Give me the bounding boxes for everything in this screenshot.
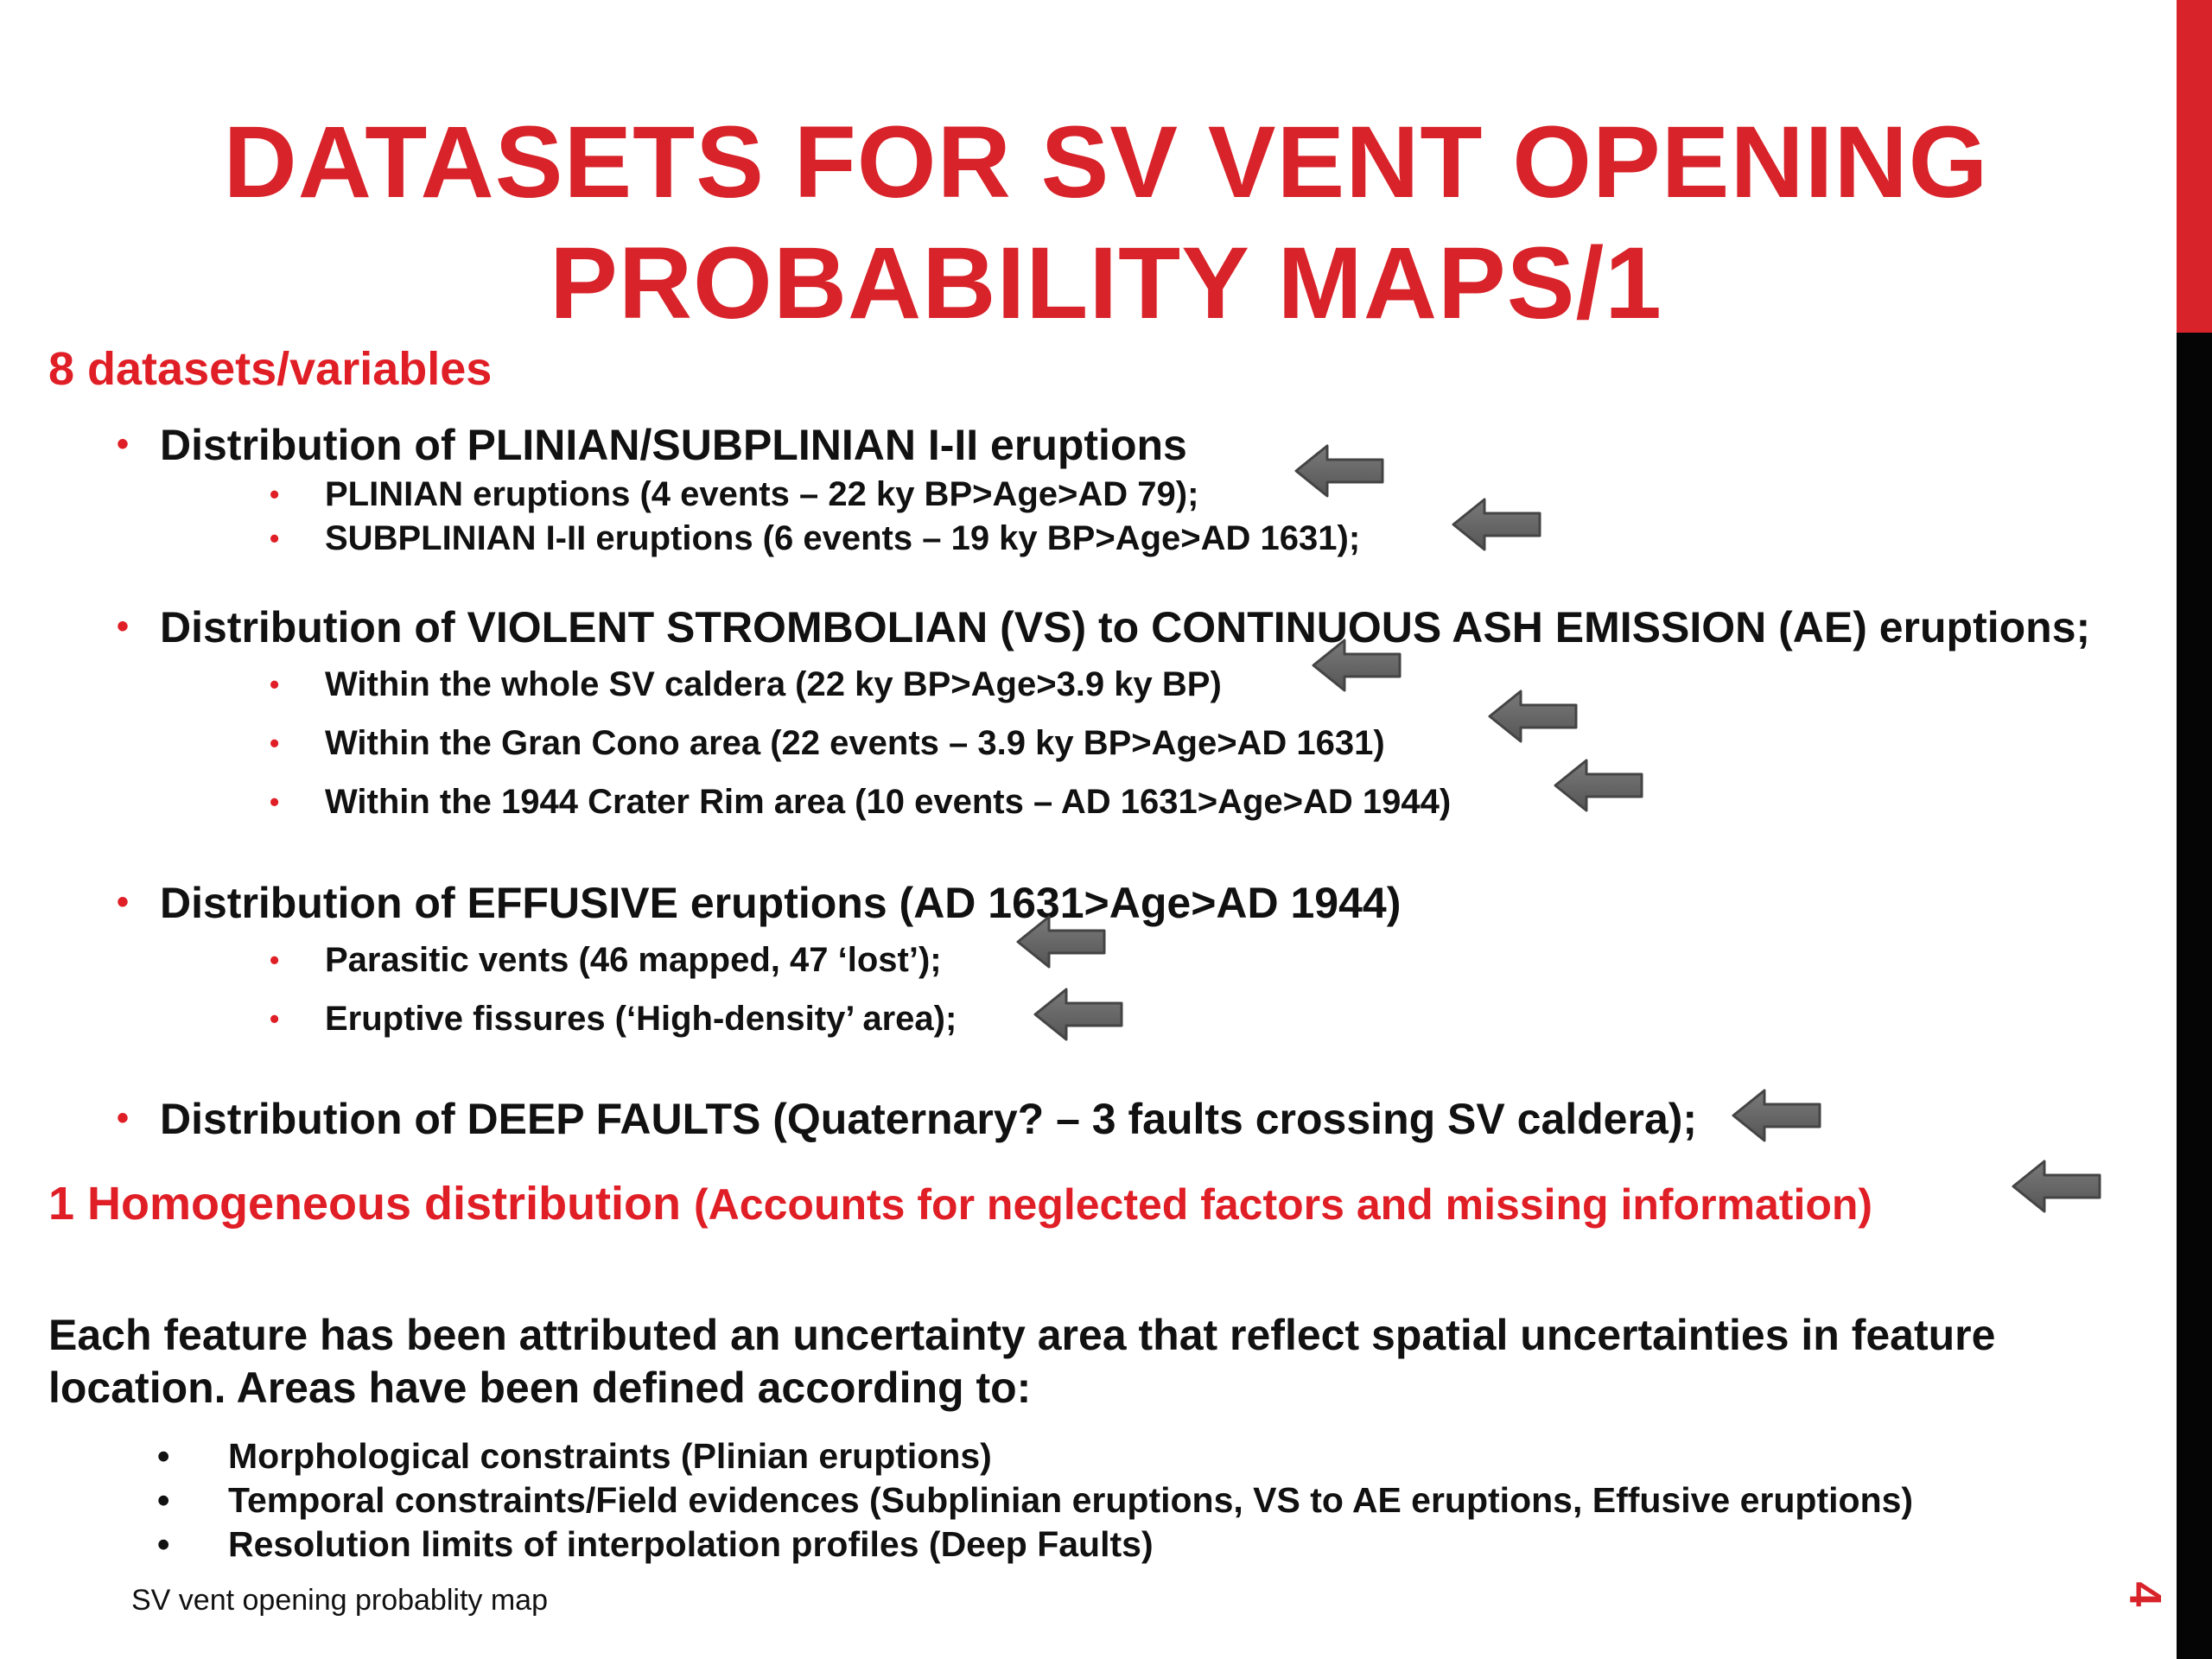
page-number: 4: [2120, 1581, 2170, 1607]
list-item-text: Resolution limits of interpolation profiles (Deep Faults): [228, 1524, 1154, 1564]
list-item-text: Within the Gran Cono area (22 events – 3.9 ky BP>Age>AD 1631): [325, 724, 1385, 762]
list-item-text: Within the whole SV caldera (22 ky BP>Age>3.9 ky BP): [325, 665, 1222, 703]
list-item-text: PLINIAN eruptions (4 events – 22 ky BP>Age>AD 79);: [325, 475, 1199, 513]
left-arrow-icon: [1014, 913, 1108, 970]
left-arrow-icon: [1032, 986, 1125, 1043]
list-item-text: Within the 1944 Crater Rim area (10 events – AD 1631>Age>AD 1944): [325, 783, 1452, 821]
bullet: •: [270, 523, 280, 554]
section-heading: Distribution of PLINIAN/SUBPLINIAN I-II eruptions: [160, 421, 1187, 469]
left-arrow-icon: [1552, 757, 1645, 814]
slide-title: DATASETS FOR SV VENT OPENING PROBABILITY MAPS/1: [223, 105, 1989, 340]
list-item-text: Eruptive fissures (‘High-density’ area);: [325, 1000, 957, 1038]
left-arrow-icon: [1310, 637, 1403, 694]
bullet: •: [157, 1524, 170, 1564]
bullet: •: [270, 728, 280, 759]
bullet: •: [270, 786, 280, 817]
list-item-text: Parasitic vents (46 mapped, 47 ‘lost’);: [325, 941, 942, 979]
list-item-text: Temporal constraints/Field evidences (Subplinian eruptions, VS to AE eruptions, Effusive eruptions): [228, 1480, 1914, 1520]
bullet: •: [270, 669, 280, 700]
edge-bar-red: [2177, 0, 2212, 333]
left-arrow-icon: [2010, 1158, 2103, 1215]
bullet: •: [270, 944, 280, 976]
bullet: •: [117, 1099, 130, 1137]
list-item-text: SUBPLINIAN I-II eruptions (6 events – 19 ky BP>Age>AD 1631);: [325, 519, 1361, 557]
homogeneous-lead: 1 Homogeneous distribution: [48, 1178, 682, 1230]
bullet: •: [270, 1003, 280, 1034]
list-item-text: Morphological constraints (Plinian eruptions): [228, 1436, 992, 1476]
edge-bar-black: [2177, 333, 2212, 1659]
datasets-count-heading: 8 datasets/variables: [48, 343, 493, 395]
bullet: •: [157, 1436, 170, 1476]
bullet: •: [117, 425, 130, 463]
left-arrow-icon: [1293, 442, 1386, 499]
bullet: •: [157, 1480, 170, 1520]
bullet: •: [117, 607, 130, 645]
uncertainty-paragraph: Each feature has been attributed an uncertainty area that reflect spatial uncertainties in feature location. Areas have been defined according to:: [48, 1311, 1996, 1412]
section-heading: Distribution of VIOLENT STROMBOLIAN (VS) to CONTINUOUS ASH EMISSION (AE) eruptions;: [160, 603, 2091, 652]
bullet: •: [117, 883, 130, 921]
section-heading: Distribution of EFFUSIVE eruptions (AD 1631>Age>AD 1944): [160, 879, 1402, 927]
bullet: •: [270, 479, 280, 510]
homogeneous-distribution: [48, 1177, 1872, 1230]
homogeneous-detail: (Accounts for neglected factors and missing information): [694, 1180, 1873, 1229]
left-arrow-icon: [1450, 496, 1543, 553]
slide-footer: SV vent opening probablity map: [131, 1584, 548, 1617]
left-arrow-icon: [1730, 1087, 1823, 1144]
section-heading: Distribution of DEEP FAULTS (Quaternary? – 3 faults crossing SV caldera);: [160, 1095, 1698, 1143]
left-arrow-icon: [1486, 688, 1580, 745]
